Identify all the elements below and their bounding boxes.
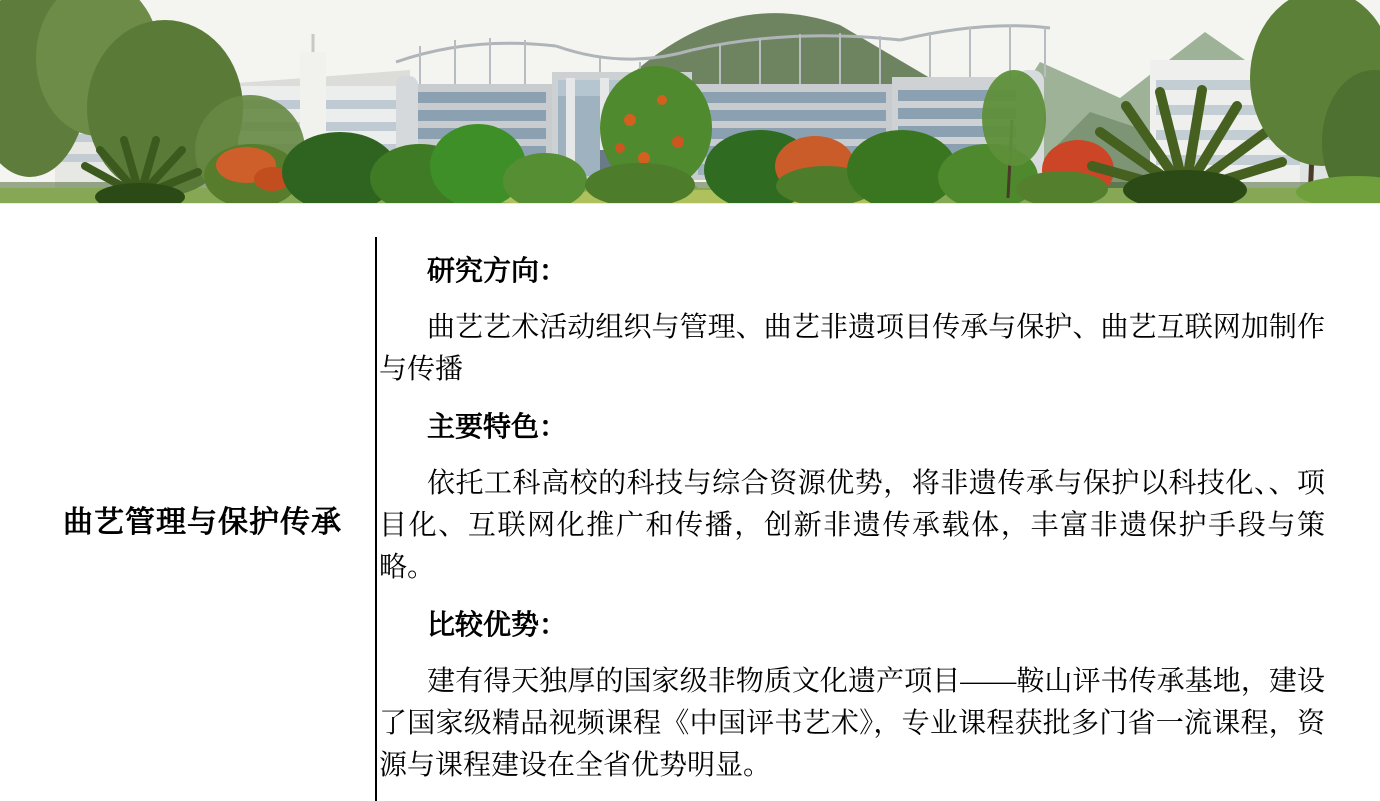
campus-banner-photo [0,0,1380,204]
comparative-advantages-body: 建有得天独厚的国家级非物质文化遗产项目——鞍山评书传承基地，建设了国家级精品视频课程《中国评书艺术》，专业课程获批多门省一流课程，资源与课程建设在全省优势明显。 [379,666,1325,781]
program-title-cell [0,237,375,801]
program-row [0,237,1380,801]
program-title: 曲艺管理与保护传承 [63,506,342,539]
research-directions-body: 曲艺艺术活动组织与管理、曲艺非遗项目传承与保护、曲艺互联网加制作与传播 [379,312,1325,385]
section-comparative-advantages [379,605,1325,787]
section-main-features [379,407,1325,589]
main-features-body: 依托工科高校的科技与综合资源优势，将非遗传承与保护以科技化、、项目化、互联网化推广和传播，创新非遗传承载体，丰富非遗保护手段与策略。 [379,468,1325,583]
research-directions-heading: 研究方向： [427,256,568,287]
campus-photo-illustration [0,0,1380,203]
section-research-directions [379,251,1325,391]
program-details [375,237,1380,801]
main-features-heading: 主要特色： [427,412,568,443]
comparative-advantages-heading: 比较优势： [427,610,568,641]
